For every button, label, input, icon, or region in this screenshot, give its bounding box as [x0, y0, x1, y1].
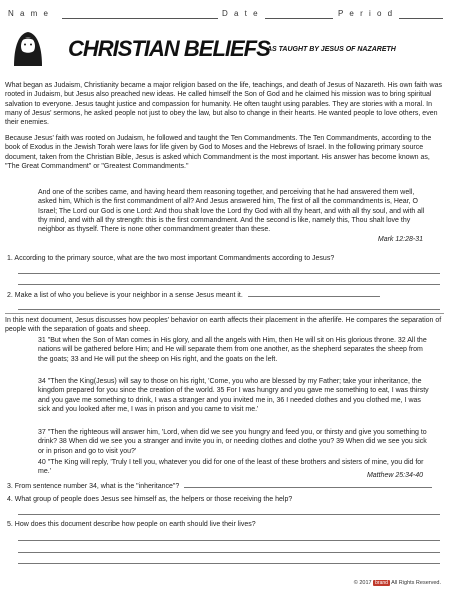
- answer-line-3-inline[interactable]: [184, 487, 432, 488]
- intro-paragraph-3: In this next document, Jesus discusses how peoples' behavior on earth affects their placement in the afterlife. He compares the separation of people with the separation of goats and sheep.: [5, 317, 442, 334]
- intro-paragraph-1: What began as Judaism, Christianity became a major religion based on the life, teachings, and death of Jesus of Nazareth. His own faith was rooted in Judaism, but Jesus also preached new ideas. He called himself the Son of God and he claimed his mission was to bring spiritual salvation to everyone. Jesus taught justice and compassion for humanity. He often taught using parables. They are stories with a moral. In many of Jesus' sermons, he asked people not just to obey the law, but also to change in their hearts. He wanted people to love others, even their enemies.: [5, 82, 442, 127]
- matthew-verse-34: 34 "Then the King(Jesus) will say to those on his right, 'Come, you who are blessed by my Father; take your inheritance, the kingdom prepared for you since the creation of the world. 35 For I was hungry and you gave me something to eat, I was thirsty and you gave me something to drink, I was a stranger and you invited me in, 36 I needed clothes and you clothed me, I was sick and you looked after me, I was in prison and you came to visit me.': [38, 378, 429, 413]
- period-field[interactable]: [399, 18, 443, 19]
- section-divider: [5, 313, 444, 314]
- name-label: N a m e: [8, 9, 51, 18]
- rights-text: All Rights Reserved.: [391, 580, 441, 586]
- footer: [354, 580, 441, 586]
- intro-paragraph-2: Because Jesus' faith was rooted on Judaism, he followed and taught the Ten Commandments. The Ten Commandments, according to the book of Exodus in the Jewish Torah were laws for life given by God to Moses and the Hebrews of Israel. In the following primary source document, taken from the Christian Bible, Jesus is asked which Commandment is the most important. His answer has become known as, "The Great Commandment" or "Greatest Commandments.": [5, 135, 432, 170]
- matthew-verse-40: 40 "The King will reply, 'Truly I tell you, whatever you did for one of the least of these brothers and sisters of mine, you did for me.': [38, 459, 424, 476]
- question-5: 5. How does this document describe how people on earth should live their lives?: [7, 521, 256, 528]
- mark-quote: And one of the scribes came, and having heard them reasoning together, and perceiving that he had answered them well, asked him, Which is the first commandment of all? And Jesus answered him, The first of all the commandments is, Hear, O Israel; The Lord our God is one Lord: And thou shalt love the Lord thy God with all thy heart, and with all thy soul, and with all thy mind, and with all thy strength: this is the first commandment. And the second is like, namely this, Thou shalt love thy neighbor as thyself. There is none other commandment greater than these.: [38, 189, 425, 234]
- answer-line-1b[interactable]: [18, 284, 440, 285]
- jesus-portrait-icon: [8, 29, 48, 67]
- answer-line-2b[interactable]: [18, 309, 440, 310]
- period-label: P e r i o d: [338, 9, 395, 18]
- question-4: 4. What group of people does Jesus see himself as, the helpers or those receiving the help?: [7, 496, 293, 503]
- title-row: [6, 29, 444, 63]
- answer-line-5b[interactable]: [18, 552, 440, 553]
- date-field[interactable]: [265, 18, 333, 19]
- question-1: 1. According to the primary source, what are the two most important Commandments according to Jesus?: [7, 255, 335, 262]
- date-label: D a t e: [222, 9, 260, 18]
- page-subtitle: AS TAUGHT BY JESUS OF NAZARETH: [267, 46, 396, 53]
- matthew-citation: Matthew 25:34-40: [366, 472, 423, 479]
- worksheet-header: [8, 9, 442, 23]
- page-title: CHRISTIAN BELIEFS: [68, 36, 270, 61]
- matthew-verse-37: 37 "Then the righteous will answer him, 'Lord, when did we see you hungry and feed you, or thirsty and give you something to drink? 38 When did we see you a stranger and invite you in, or needing clothes and clothe you? 39 When did we see you sick or in prison and go to visit you?': [38, 429, 427, 455]
- question-3: 3. From sentence number 34, what is the "inheritance"?: [7, 483, 180, 490]
- answer-line-4a[interactable]: [18, 514, 440, 515]
- publisher-logo: brand: [375, 580, 388, 586]
- matthew-verse-31: 31 "But when the Son of Man comes in His glory, and all the angels with Him, then He will sit on His glorious throne. 32 All the nations will be gathered before Him; and He will separate them from one another, as the shepherd separates the sheep from the goats; 33 and He will put the sheep on His right, and the goats on the left.: [38, 337, 427, 363]
- name-field[interactable]: [62, 18, 218, 19]
- mark-citation: Mark 12:28-31: [377, 236, 423, 243]
- question-2: 2. Make a list of who you believe is your neighbor in a sense Jesus meant it.: [7, 292, 243, 299]
- answer-line-5c[interactable]: [18, 563, 440, 564]
- answer-line-5a[interactable]: [18, 540, 440, 541]
- copyright-text: © 2017: [353, 580, 372, 586]
- answer-line-1a[interactable]: [18, 273, 440, 274]
- question-3-row: [7, 483, 442, 490]
- answer-line-2-inline[interactable]: [248, 296, 380, 297]
- question-2-row: [7, 292, 442, 299]
